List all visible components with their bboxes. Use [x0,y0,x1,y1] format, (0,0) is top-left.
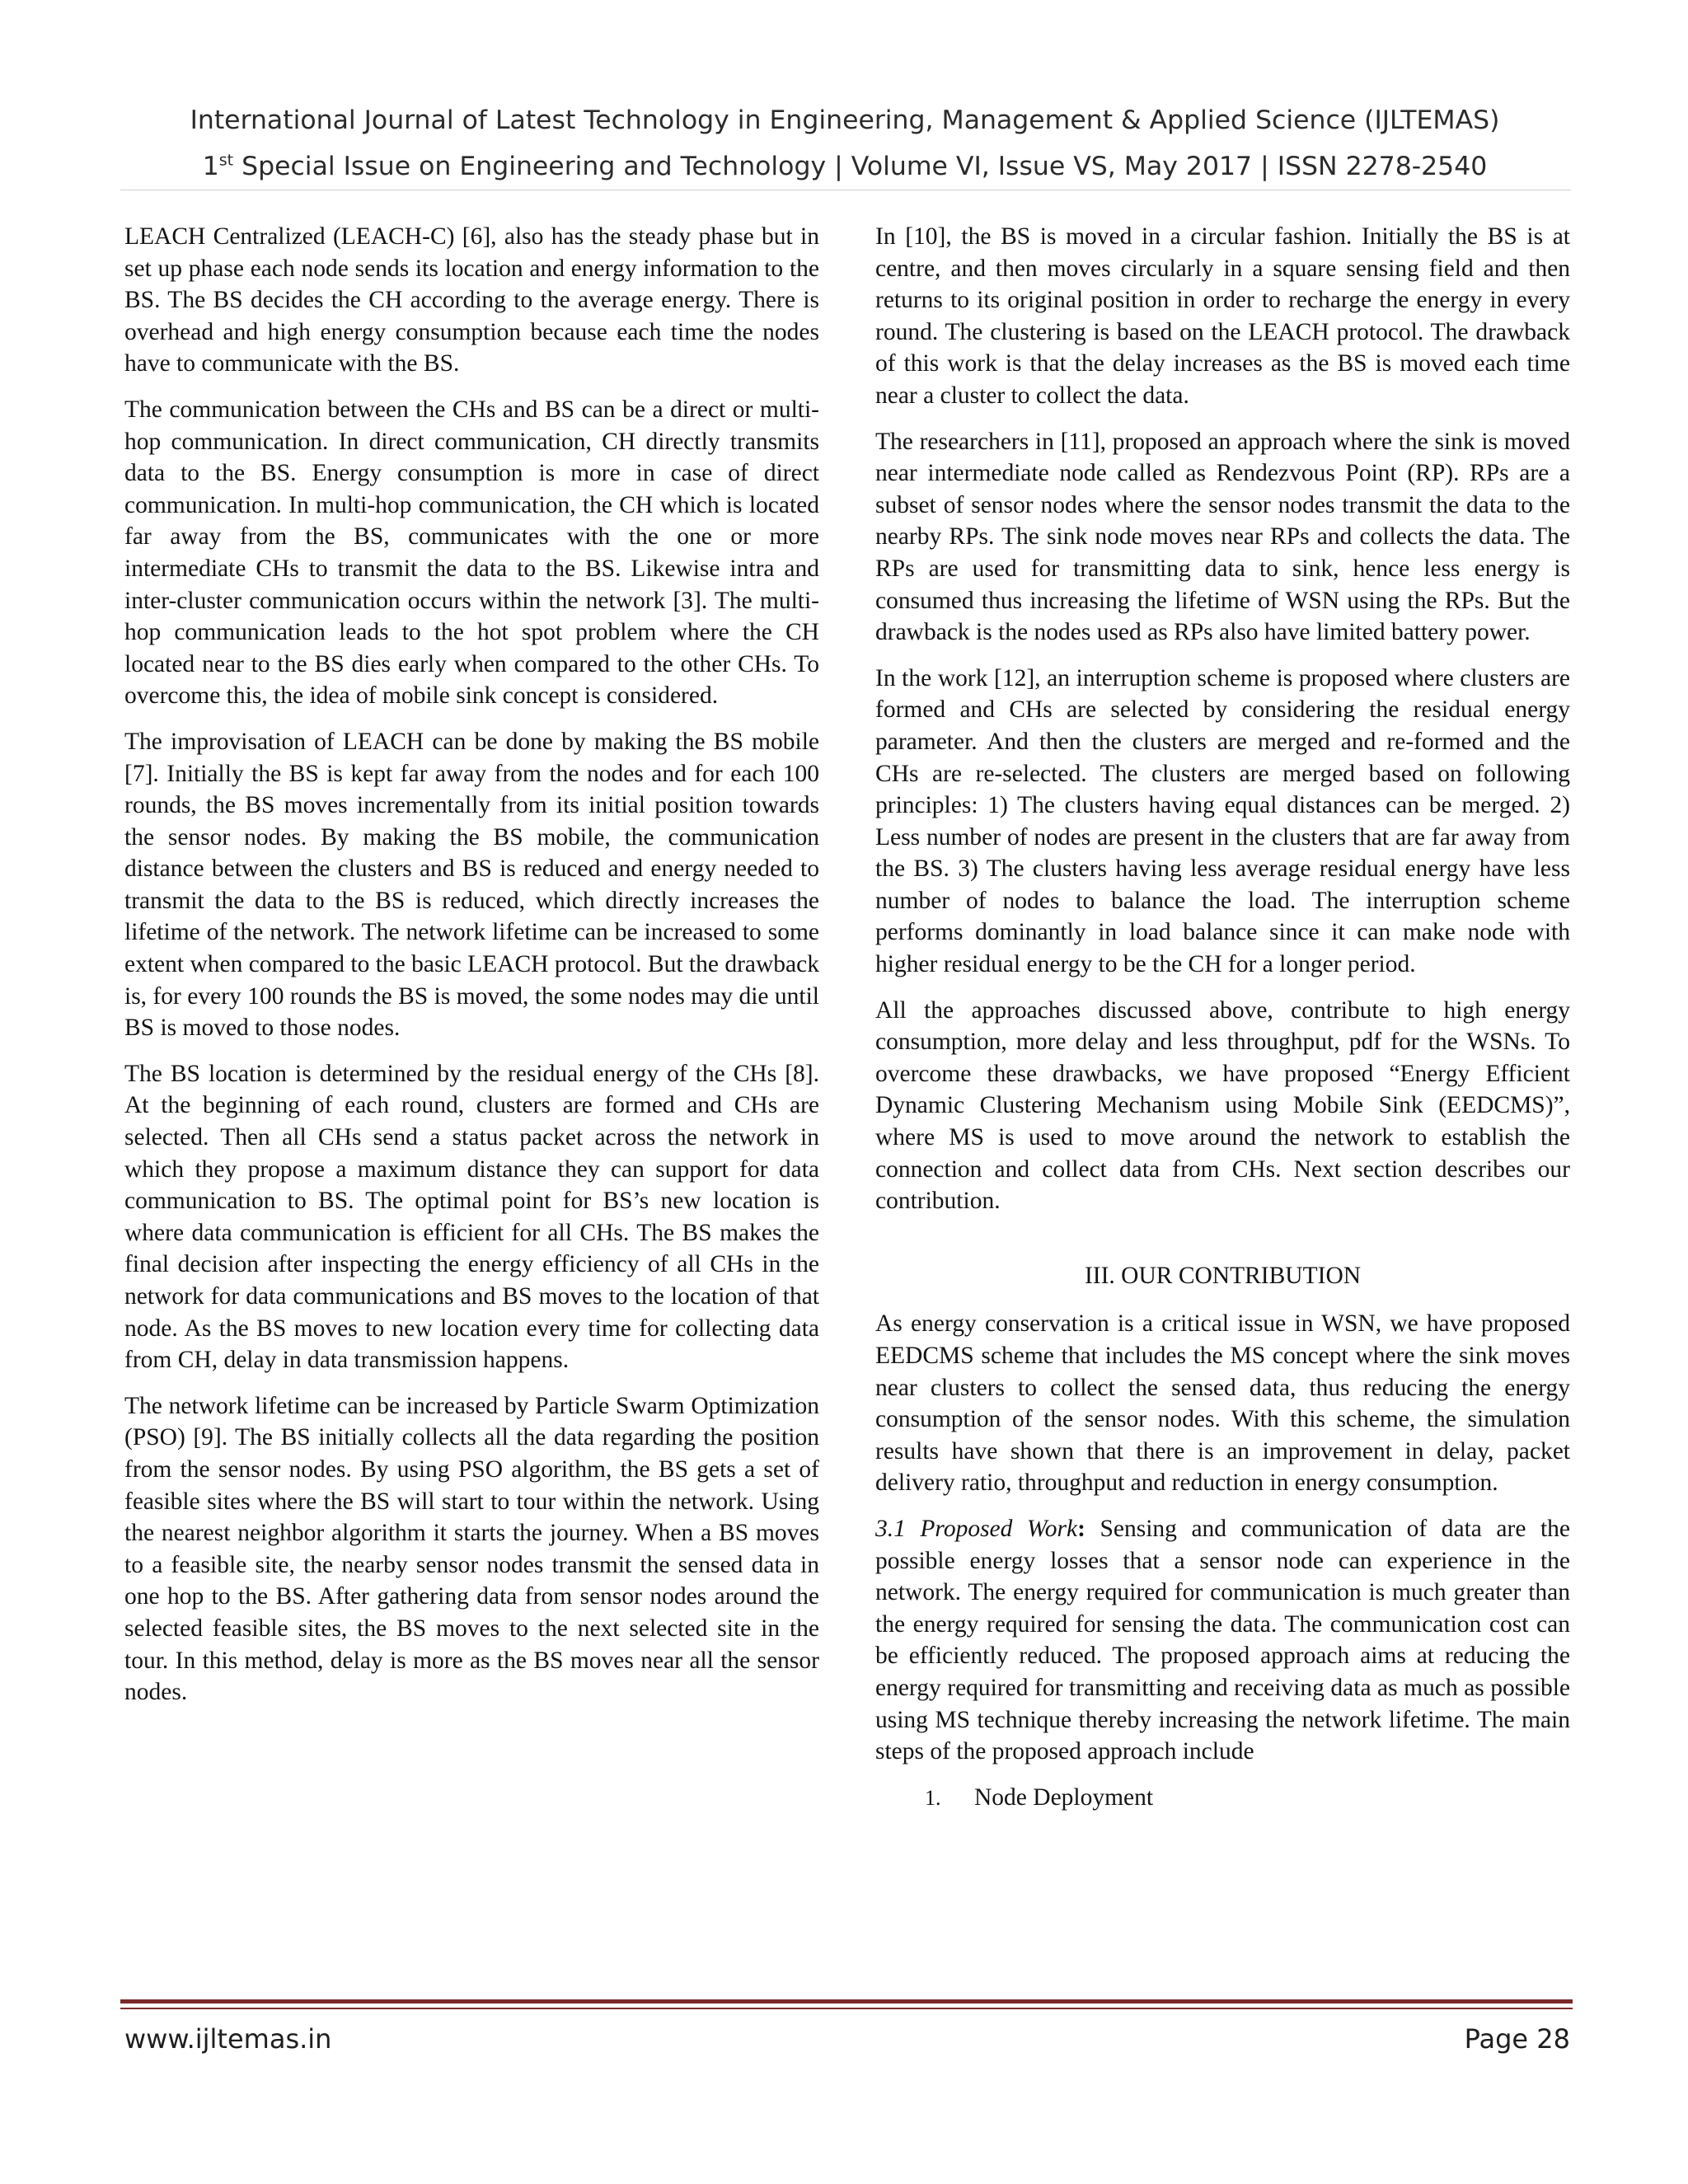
section-heading: III. OUR CONTRIBUTION [1084,1262,1362,1289]
paragraph: In the work [12], an interruption scheme is proposed where clusters are formed and CHs are selected by considering the residual energy parameter. And then the clusters are merged and re-formed and the CHs are re-selected. The clusters are merged based on following principles: 1) The clusters having equal distances can be merged. 2) Less number of nodes are present in the clusters that are far away from the BS. 3) The clusters having less average residual energy have less number of nodes to balance the load. The interruption scheme performs dominantly in load balance since it can make node with higher residual energy to be the CH for a longer period. [875,664,1570,978]
list-item-label: Node Deployment [974,1783,1154,1811]
issue-ordinal-number: 1 [202,152,219,181]
subsection-colon: : [1077,1515,1085,1542]
paragraph: The communication between the CHs and BS can be a direct or multi-hop communication. In direct communication, CH directly transmits data to the BS. Energy consumption is more in case of direct communication. In multi-hop communication, the CH which is located far away from the BS, communicates with the one or more intermediate CHs to transmit the data to the BS. Likewise intra and inter-cluster communication occurs within the network [3]. The multi-hop communication leads to the hot spot problem where the CH located near to the BS dies early when compared to the other CHs. To overcome this, the idea of mobile sink concept is considered. [124,396,819,710]
paragraph: The researchers in [11], proposed an approach where the sink is moved near intermediate node called as Rendezvous Point (RP). RPs are a subset of sensor nodes where the sensor nodes transmit the data to the nearby RPs. The sink node moves near RPs and collects the data. The RPs are used for transmitting data to sink, hence less energy is consumed thus increasing the lifetime of WSN using the RPs. But the drawback is the nodes used as RPs also have limited battery power. [875,428,1570,646]
footer-page-number: Page 28 [1464,2023,1570,2055]
right-column [875,221,1570,1814]
paragraph: All the approaches discussed above, contribute to high energy consumption, more delay and less throughput, pdf for the WSNs. To overcome these drawbacks, we have proposed “Energy Efficient Dynamic Clustering Mechanism using Mobile Sink (EEDCMS)”, where MS is used to move around the network to establish the connection and collect data from CHs. Next section describes our contribution. [875,996,1570,1215]
issue-ordinal-suffix: st [218,151,234,170]
subsection-title: 3.1 Proposed Work [875,1515,1078,1542]
proposed-work-text: Sensing and communication of data are the possible energy losses that a sensor node can experience in the network. The energy required for communication is much greater than the energy required for sensing the data. The communication cost can be efficiently reduced. The proposed approach aims at reducing the energy required for transmitting and receiving data as much as possible using MS technique thereby increasing the network lifetime. The main steps of the proposed approach include [875,1515,1570,1765]
footer-divider-thick [120,1999,1573,2004]
journal-header [124,97,1566,190]
paragraph: LEACH Centralized (LEACH-C) [6], also has the steady phase but in set up phase each node sends its location and energy information to the BS. The BS decides the CH according to the average energy. There is overhead and high energy consumption because each time the nodes have to communicate with the BS. [124,223,819,377]
left-column [124,221,819,1722]
paragraph: The network lifetime can be increased by Particle Swarm Optimization (PSO) [9]. The BS initially collects all the data regarding the position from the sensor nodes. By using PSO algorithm, the BS gets a set of feasible sites where the BS will start to tour within the network. Using the nearest neighbor algorithm it starts the journey. When a BS moves to a feasible site, the nearby sensor nodes transmit the sensed data in one hop to the BS. After gathering data from sensor nodes around the selected feasible sites, the BS moves to the next selected site in the tour. In this method, delay is more as the BS moves near all the sensor nodes. [124,1392,819,1706]
proposed-work-paragraph [875,1513,1570,1768]
footer-divider-thin [120,2008,1573,2009]
footer-website: www.ijltemas.in [124,2023,332,2055]
paragraph: The BS location is determined by the residual energy of the CHs [8]. At the beginning of each round, clusters are formed and CHs are selected. Then all CHs send a status packet across the network in which they propose a maximum distance they can support for data communication to BS. The optimal point for BS’s new location is where data communication is efficient for all CHs. The BS makes the final decision after inspecting the energy efficiency of all CHs in the network for data communications and BS moves to the location of that node. As the BS moves to new location every time for collecting data from CH, delay in data transmission happens. [124,1060,819,1374]
paragraph: The improvisation of LEACH can be done by making the BS mobile [7]. Initially the BS is kept far away from the nodes and for each 100 rounds, the BS moves incrementally from its initial position towards the sensor nodes. By making the BS mobile, the communication distance between the clusters and BS is reduced and energy needed to transmit the data to the BS is reduced, which directly increases the lifetime of the network. The network lifetime can be increased to some extent when compared to the basic LEACH protocol. But the drawback is, for every 100 rounds the BS is moved, the some nodes may die until BS is moved to those nodes. [124,728,819,1042]
contribution-paragraph: As energy conservation is a critical issue in WSN, we have proposed EEDCMS scheme that includes the MS concept where the sink moves near clusters to collect the sensed data, thus reducing the energy consumption of the sensor nodes. With this scheme, the simulation results have shown that there is an improvement in delay, packet delivery ratio, throughput and reduction in energy consumption. [875,1310,1570,1497]
issue-line: Special Issue on Engineering and Technology | Volume VI, Issue VS, May 2017 | ISSN 2278-2540 [233,152,1488,181]
list-item [875,1782,1570,1815]
issue-line-wrapper [124,143,1566,190]
paragraph: In [10], the BS is moved in a circular fashion. Initially the BS is at centre, and then moves circularly in a square sensing field and then returns to its original position in order to recharge the energy in every round. The clustering is based on the LEACH protocol. The drawback of this work is that the delay increases as the BS is moved each time near a cluster to collect the data. [875,223,1570,409]
journal-title: International Journal of Latest Technology in Engineering, Management & Applied Science (IJLTEMAS) [190,105,1500,135]
list-item-number: 1. [925,1785,941,1810]
